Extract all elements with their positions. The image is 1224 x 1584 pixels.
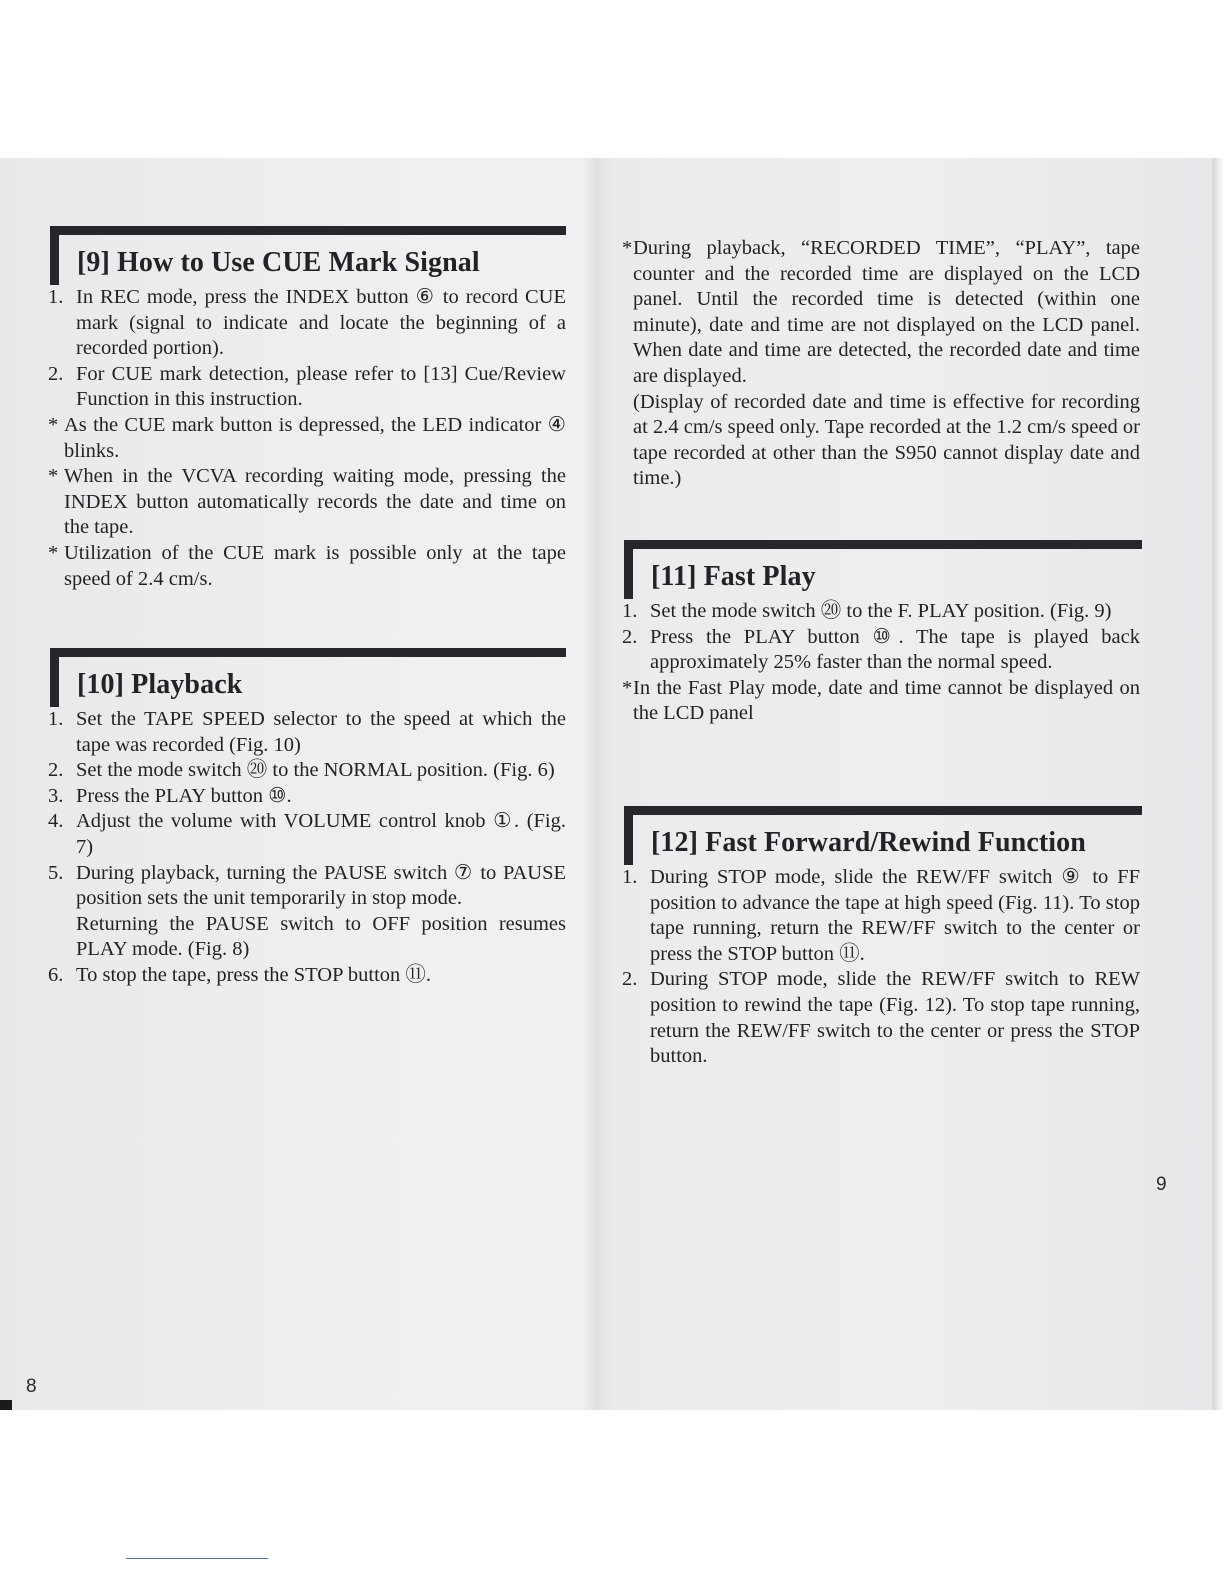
note-item: * Utilization of the CUE mark is possible only at the tape speed of 2.4 cm/s. <box>48 541 566 590</box>
right-page <box>596 158 1212 1410</box>
section-body <box>622 599 1140 727</box>
list-item: 4. Adjust the volume with VOLUME control knob ①. (Fig. 7) <box>48 810 566 858</box>
section-header <box>624 540 1142 599</box>
section-body <box>48 707 566 989</box>
section-fast-play <box>624 540 1142 727</box>
note-item: * When in the VCVA recording waiting mode, pressing the INDEX button automatically records the date and time on the tape. <box>48 465 566 539</box>
list-item: 2. During STOP mode, slide the REW/FF switch to REW position to rewind the tape (Fig. 12). To stop tape running, return the REW/FF switch to the center or press the STOP button. <box>622 968 1140 1068</box>
section-body <box>622 236 1140 492</box>
intro-note <box>622 236 1140 492</box>
left-page <box>0 158 596 1410</box>
section-body <box>622 865 1140 1070</box>
page-number: 8 <box>26 1376 37 1397</box>
note-item: * As the CUE mark button is depressed, the LED indicator ④ blinks. <box>48 413 566 462</box>
list-item: 2. Press the PLAY button ⑩. The tape is played back approximately 25% faster than the normal speed. <box>622 625 1140 674</box>
section-cue-mark <box>50 226 566 592</box>
footer-rule <box>126 1558 268 1559</box>
note-item: * During playback, “RECORDED TIME”, “PLAY”, tape counter and the recorded time are displayed on the LCD panel. Until the recorded time is detected (within one minute), date and time are not displayed on the LCD panel. When date and time are detected, the recorded date and time are displayed. (Display of recorded date and time is effective for recording at 2.4 cm/s speed only. Tape recorded at the 1.2 cm/s speed or tape recorded at other than the S950 cannot display date and time.) <box>622 237 1140 490</box>
list-item: 5. During playback, turning the PAUSE switch ⑦ to PAUSE position sets the unit temporarily in stop mode. Returning the PAUSE switch to OFF position resumes PLAY mode. (Fig. 8) <box>48 861 566 961</box>
page-edge-shadow <box>1212 158 1224 1410</box>
section-header <box>50 648 566 707</box>
section-header <box>50 226 566 285</box>
section-header <box>624 806 1142 865</box>
section-title: [11] Fast Play <box>651 561 816 592</box>
section-title: [9] How to Use CUE Mark Signal <box>77 247 480 278</box>
section-playback <box>50 648 566 989</box>
list-item: 1. In REC mode, press the INDEX button ⑥ to record CUE mark (signal to indicate and locate the beginning of a recorded portion). <box>48 286 566 360</box>
list-item: 1. During STOP mode, slide the REW/FF switch ⑨ to FF position to advance the tape at high speed (Fig. 11). To stop tape running, return the REW/FF switch to the center or press the STOP button ⑪. <box>622 866 1140 965</box>
section-body <box>48 285 566 592</box>
section-fast-forward-rewind <box>624 806 1142 1070</box>
list-item: 3. Press the PLAY button ⑩. <box>48 784 292 807</box>
list-item: 1. Set the TAPE SPEED selector to the speed at which the tape was recorded (Fig. 10) <box>48 708 566 756</box>
list-item: 6. To stop the tape, press the STOP button ⑪. <box>48 963 432 986</box>
section-title: [10] Playback <box>77 669 243 700</box>
list-item: 1. Set the mode switch ⑳ to the F. PLAY position. (Fig. 9) <box>622 600 1112 622</box>
list-item: 2. Set the mode switch ⑳ to the NORMAL position. (Fig. 6) <box>48 759 555 782</box>
list-item: 2. For CUE mark detection, please refer to [13] Cue/Review Function in this instruction. <box>48 362 566 411</box>
note-item: * In the Fast Play mode, date and time cannot be displayed on the LCD panel <box>622 676 1140 725</box>
section-title: [12] Fast Forward/Rewind Function <box>651 827 1086 858</box>
page-number: 9 <box>1156 1174 1167 1195</box>
